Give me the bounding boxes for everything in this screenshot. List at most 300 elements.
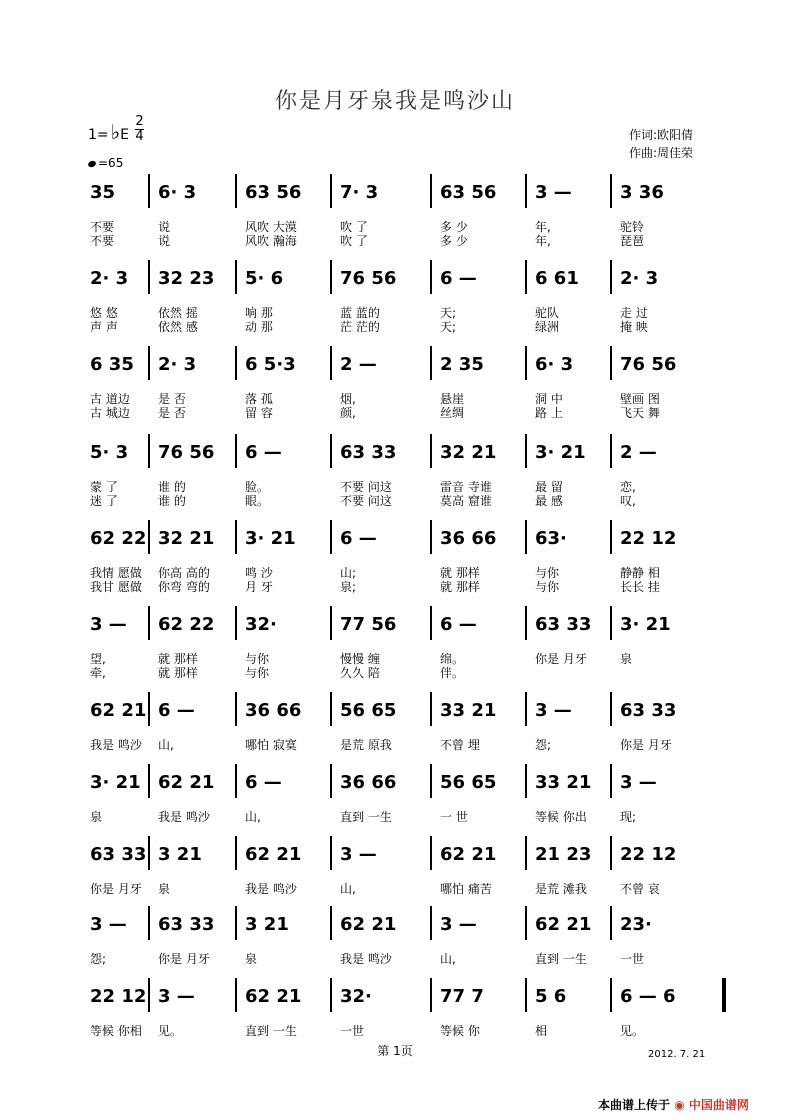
barline <box>525 520 527 554</box>
lyric-text: 直到 一生 <box>340 810 392 824</box>
lyric-text: 与你 <box>245 666 270 680</box>
barline <box>525 836 527 870</box>
lyric-text: 久久 陪 <box>340 666 380 680</box>
barline <box>430 260 432 294</box>
measure: 23· <box>620 913 652 935</box>
measure: 3 — <box>535 699 572 721</box>
barline <box>148 906 150 940</box>
lyric-text: 丝绸 <box>440 406 465 420</box>
measure: 3 — <box>620 771 657 793</box>
barline <box>235 520 237 554</box>
notes-row <box>84 604 726 644</box>
barline <box>148 174 150 208</box>
song-title: 你是月牙泉我是鸣沙山 <box>274 89 515 114</box>
lyric-text: 洞 中 <box>535 392 563 406</box>
lyric-text: 山, <box>440 952 456 966</box>
lyric-text: 不要 问这 <box>340 480 392 494</box>
measure: 2· 3 <box>158 353 197 375</box>
barline <box>610 906 612 940</box>
measure: 56 65 <box>340 699 397 721</box>
barline <box>148 260 150 294</box>
score-system <box>84 904 726 974</box>
barline <box>330 434 332 468</box>
lyric-text: 驼队 <box>535 306 560 320</box>
measure: 21 23 <box>535 843 592 865</box>
barline <box>525 174 527 208</box>
lyric-text: 不要 <box>90 234 115 248</box>
lyric-text: 飞天 舞 <box>620 406 660 420</box>
lyric-text: 一世 <box>340 1024 365 1038</box>
measure: 32 21 <box>158 527 215 549</box>
measure: 6 5·3 <box>245 353 296 375</box>
barline <box>430 520 432 554</box>
measure: 6· 3 <box>158 181 197 203</box>
lyric-text: 古 道边 <box>90 392 130 406</box>
barline <box>610 692 612 726</box>
barline <box>330 346 332 380</box>
lyric-text: 你是 月牙 <box>90 882 142 896</box>
score-system <box>84 690 726 760</box>
lyric-text: 现; <box>620 810 637 824</box>
barline <box>430 346 432 380</box>
measure: 63 33 <box>340 441 397 463</box>
lyric-text: 响 那 <box>245 306 273 320</box>
measure: 3 36 <box>620 181 664 203</box>
lyric-text: 天; <box>440 320 457 334</box>
measure: 36 66 <box>340 771 397 793</box>
measure: 76 56 <box>158 441 215 463</box>
lyric-text: 泉 <box>158 882 171 896</box>
barline <box>430 836 432 870</box>
notes-row <box>84 904 726 944</box>
score-system <box>84 172 726 248</box>
barline <box>148 692 150 726</box>
measure: 77 7 <box>440 985 484 1007</box>
measure: 63 56 <box>440 181 497 203</box>
measure: 22 12 <box>620 843 677 865</box>
lyric-text: 颜, <box>340 406 356 420</box>
lyric-text: 见。 <box>620 1024 645 1038</box>
lyric-text: 蒙 了 <box>90 480 118 494</box>
lyric-text: 迷 了 <box>90 494 118 508</box>
lyric-text: 掩 映 <box>620 320 648 334</box>
measure: 22 12 <box>620 527 677 549</box>
lyric-text: 哪怕 痛苦 <box>440 882 492 896</box>
measure: 3 — <box>340 843 377 865</box>
notes-row <box>84 172 726 212</box>
barline <box>430 606 432 640</box>
lyric-text: 我是 鸣沙 <box>90 738 142 752</box>
barline <box>148 978 150 1012</box>
barline <box>430 174 432 208</box>
barline <box>525 434 527 468</box>
score-system <box>84 762 726 832</box>
barline <box>525 978 527 1012</box>
lyric-text: 依然 摇 <box>158 306 198 320</box>
lyric-text: 是荒 原我 <box>340 738 392 752</box>
lyric-text: 慢慢 缠 <box>340 652 380 666</box>
barline <box>148 434 150 468</box>
barline <box>330 520 332 554</box>
barline <box>235 692 237 726</box>
measure: 3 — <box>158 985 195 1007</box>
lyric-text: 年, <box>535 234 551 248</box>
score-system <box>84 976 726 1046</box>
logo-icon: ◉ <box>674 1098 685 1112</box>
key-tonic: E <box>120 127 129 143</box>
measure: 22 12 <box>90 985 147 1007</box>
notes-row <box>84 344 726 384</box>
barline <box>235 346 237 380</box>
measure: 3· 21 <box>245 527 296 549</box>
lyric-text: 与你 <box>535 566 560 580</box>
lyric-text: 脸。 <box>245 480 270 494</box>
lyric-text: 我是 鸣沙 <box>245 882 297 896</box>
barline <box>430 692 432 726</box>
lyric-text: 哪怕 寂寞 <box>245 738 297 752</box>
notes-row <box>84 690 726 730</box>
score-system <box>84 834 726 904</box>
lyric-text: 恋, <box>620 480 636 494</box>
notes-row <box>84 834 726 874</box>
credits <box>629 126 693 162</box>
lyric-text: 不要 <box>90 220 115 234</box>
lyricist: 作词:欧阳倩 <box>629 128 694 142</box>
barline <box>610 174 612 208</box>
lyric-text: 驼铃 <box>620 220 645 234</box>
measure: 62 21 <box>245 985 302 1007</box>
barline <box>330 978 332 1012</box>
lyric-text: 路 上 <box>535 406 563 420</box>
time-denominator: 4 <box>135 128 144 144</box>
lyric-text: 与你 <box>535 580 560 594</box>
lyric-text: 你是 月牙 <box>158 952 210 966</box>
barline <box>610 764 612 798</box>
measure: 76 56 <box>620 353 677 375</box>
measure: 6 — <box>245 771 282 793</box>
lyric-text: 直到 一生 <box>535 952 587 966</box>
barline <box>235 260 237 294</box>
final-barline <box>722 978 726 1012</box>
barline <box>235 434 237 468</box>
lyric-text: 悠 悠 <box>90 306 118 320</box>
score-system <box>84 344 726 420</box>
notes-row <box>84 258 726 298</box>
lyric-text: 落 孤 <box>245 392 273 406</box>
lyric-text: 怨; <box>535 738 552 752</box>
lyric-text: 说 <box>158 234 171 248</box>
lyric-text: 怨; <box>90 952 107 966</box>
lyric-text: 眼。 <box>245 494 270 508</box>
tempo-value: =65 <box>98 156 124 170</box>
barline <box>610 434 612 468</box>
lyric-text: 月 牙 <box>245 580 273 594</box>
measure: 2· 3 <box>620 267 659 289</box>
barline <box>525 906 527 940</box>
barline <box>610 520 612 554</box>
barline <box>148 836 150 870</box>
notes-row <box>84 518 726 558</box>
time-numerator: 2 <box>135 113 144 129</box>
measure: 33 21 <box>440 699 497 721</box>
lyric-text: 留 容 <box>245 406 273 420</box>
measure: 3 21 <box>245 913 289 935</box>
lyric-text: 泉; <box>340 580 357 594</box>
measure: 62 21 <box>245 843 302 865</box>
lyric-text: 静静 相 <box>620 566 660 580</box>
measure: 36 66 <box>245 699 302 721</box>
measure: 3 21 <box>158 843 202 865</box>
measure: 6 — 6 <box>620 985 676 1007</box>
lyric-text: 我是 鸣沙 <box>340 952 392 966</box>
measure: 56 65 <box>440 771 497 793</box>
measure: 3 — <box>90 913 127 935</box>
barline <box>525 692 527 726</box>
lyric-text: 古 城边 <box>90 406 130 420</box>
upload-label: 本曲谱上传于 <box>598 1098 671 1112</box>
measure: 35 <box>90 181 116 203</box>
lyric-text: 烟, <box>340 392 356 406</box>
lyric-text: 谁 的 <box>158 480 186 494</box>
lyric-text: 你是 月牙 <box>620 738 672 752</box>
barline <box>610 606 612 640</box>
measure: 62 21 <box>340 913 397 935</box>
measure: 6 — <box>340 527 377 549</box>
lyric-text: 吹 了 <box>340 220 368 234</box>
lyric-text: 等候 你相 <box>90 1024 142 1038</box>
lyric-text: 多 少 <box>440 220 468 234</box>
measure: 3 — <box>440 913 477 935</box>
measure: 62 22 <box>90 527 147 549</box>
barline <box>525 764 527 798</box>
lyric-text: 不要 问这 <box>340 494 392 508</box>
lyric-text: 见。 <box>158 1024 183 1038</box>
measure: 3· 21 <box>535 441 586 463</box>
barline <box>525 260 527 294</box>
lyric-text: 长长 挂 <box>620 580 660 594</box>
barline <box>235 836 237 870</box>
key-prefix: 1= <box>88 127 109 143</box>
lyric-text: 动 那 <box>245 320 273 334</box>
lyric-text: 一世 <box>620 952 645 966</box>
page-number: 第 1页 <box>377 1044 413 1058</box>
lyric-text: 泉 <box>90 810 103 824</box>
lyric-text: 我甘 愿做 <box>90 580 142 594</box>
barline <box>610 346 612 380</box>
barline <box>610 978 612 1012</box>
lyric-text: 山, <box>158 738 174 752</box>
measure: 33 21 <box>535 771 592 793</box>
score-system <box>84 604 726 680</box>
measure: 5· 6 <box>245 267 284 289</box>
lyric-text: 山; <box>340 566 357 580</box>
barline <box>525 606 527 640</box>
barline <box>235 174 237 208</box>
measure: 6 — <box>245 441 282 463</box>
barline <box>148 346 150 380</box>
barline <box>430 978 432 1012</box>
barline <box>610 260 612 294</box>
lyric-text: 说 <box>158 220 171 234</box>
lyric-text: 叹, <box>620 494 636 508</box>
lyric-text: 相 <box>535 1024 548 1038</box>
lyric-text: 莫高 窟谁 <box>440 494 492 508</box>
lyric-text: 蓝 蓝的 <box>340 306 380 320</box>
measure: 3· 21 <box>90 771 141 793</box>
site-name: 中国曲谱网 <box>688 1098 749 1112</box>
measure: 32 23 <box>158 267 215 289</box>
lyric-text: 泉 <box>620 652 633 666</box>
barline <box>148 606 150 640</box>
lyric-text: 山, <box>340 882 356 896</box>
score-system <box>84 518 726 594</box>
lyric-text: 鸣 沙 <box>245 566 273 580</box>
measure: 62 21 <box>90 699 147 721</box>
flat-icon: ♭ <box>110 120 121 144</box>
lyric-text: 你是 月牙 <box>535 652 587 666</box>
date: 2012. 7. 21 <box>648 1049 706 1060</box>
barline <box>430 434 432 468</box>
notes-row <box>84 762 726 802</box>
lyric-text: 等候 你 <box>440 1024 480 1038</box>
measure: 62 21 <box>158 771 215 793</box>
measure: 3 — <box>90 613 127 635</box>
barline <box>235 978 237 1012</box>
barline <box>235 764 237 798</box>
lyric-text: 谁 的 <box>158 494 186 508</box>
lyric-text: 壁画 图 <box>620 392 660 406</box>
measure: 32 21 <box>440 441 497 463</box>
lyric-text: 年, <box>535 220 551 234</box>
lyric-text: 泉 <box>245 952 258 966</box>
key-signature <box>88 113 144 150</box>
measure: 63 33 <box>535 613 592 635</box>
measure: 32· <box>245 613 277 635</box>
lyric-text: 就 那样 <box>440 580 480 594</box>
lyric-text: 你高 高的 <box>158 566 210 580</box>
lyric-text: 直到 一生 <box>245 1024 297 1038</box>
score-system <box>84 432 726 508</box>
lyric-text: 等候 你出 <box>535 810 587 824</box>
measure: 77 56 <box>340 613 397 635</box>
lyric-text: 不曾 哀 <box>620 882 660 896</box>
measure: 63 33 <box>158 913 215 935</box>
lyric-text: 绿洲 <box>535 320 560 334</box>
lyric-text: 伴。 <box>440 666 465 680</box>
lyric-text: 与你 <box>245 652 270 666</box>
measure: 62 22 <box>158 613 215 635</box>
time-signature <box>135 115 143 144</box>
barline <box>148 764 150 798</box>
measure: 6 — <box>440 267 477 289</box>
measure: 76 56 <box>340 267 397 289</box>
lyric-text: 琵琶 <box>620 234 645 248</box>
notes-row <box>84 432 726 472</box>
lyric-text: 最 感 <box>535 494 563 508</box>
lyric-text: 就 那样 <box>440 566 480 580</box>
lyric-text: 多 少 <box>440 234 468 248</box>
measure: 63 33 <box>90 843 147 865</box>
lyric-text: 是 否 <box>158 406 186 420</box>
lyric-text: 最 留 <box>535 480 563 494</box>
measure: 63· <box>535 527 567 549</box>
score-system <box>84 258 726 334</box>
lyric-text: 风吹 瀚海 <box>245 234 297 248</box>
barline <box>330 692 332 726</box>
lyric-text: 我是 鸣沙 <box>158 810 210 824</box>
notes-row <box>84 976 726 1016</box>
lyric-text: 山, <box>245 810 261 824</box>
barline <box>330 906 332 940</box>
measure: 6 61 <box>535 267 579 289</box>
barline <box>610 836 612 870</box>
measure: 6 — <box>158 699 195 721</box>
measure: 63 56 <box>245 181 302 203</box>
measure: 2 — <box>340 353 377 375</box>
measure: 6 35 <box>90 353 134 375</box>
site-brand <box>598 1096 749 1113</box>
barline <box>330 260 332 294</box>
lyric-text: 绵。 <box>440 652 465 666</box>
measure: 2 — <box>620 441 657 463</box>
quarter-note-icon <box>87 160 97 168</box>
lyric-text: 是荒 滩我 <box>535 882 587 896</box>
barline <box>330 764 332 798</box>
measure: 62 21 <box>440 843 497 865</box>
tempo-mark <box>88 156 123 170</box>
barline <box>525 346 527 380</box>
lyric-text: 我情 愿做 <box>90 566 142 580</box>
measure: 32· <box>340 985 372 1007</box>
lyric-text: 就 那样 <box>158 666 198 680</box>
measure: 2 35 <box>440 353 484 375</box>
barline <box>330 836 332 870</box>
lyric-text: 你弯 弯的 <box>158 580 210 594</box>
lyric-text: 风吹 大漠 <box>245 220 297 234</box>
measure: 5 6 <box>535 985 567 1007</box>
lyric-text: 走 过 <box>620 306 648 320</box>
lyric-text: 不曾 埋 <box>440 738 480 752</box>
lyric-text: 茫 茫的 <box>340 320 380 334</box>
barline <box>235 906 237 940</box>
lyric-text: 依然 感 <box>158 320 198 334</box>
lyric-text: 是 否 <box>158 392 186 406</box>
lyric-text: 一 世 <box>440 810 468 824</box>
lyric-text: 吹 了 <box>340 234 368 248</box>
composer: 作曲:周佳荣 <box>629 146 694 160</box>
lyric-text: 就 那样 <box>158 652 198 666</box>
lyric-text: 牵, <box>90 666 106 680</box>
measure: 3 — <box>535 181 572 203</box>
barline <box>330 174 332 208</box>
lyric-text: 望, <box>90 652 106 666</box>
lyric-text: 声 声 <box>90 320 118 334</box>
lyric-text: 雷音 寺谁 <box>440 480 492 494</box>
measure: 36 66 <box>440 527 497 549</box>
measure: 7· 3 <box>340 181 379 203</box>
measure: 6· 3 <box>535 353 574 375</box>
barline <box>148 520 150 554</box>
lyric-text: 悬崖 <box>440 392 465 406</box>
measure: 2· 3 <box>90 267 129 289</box>
barline <box>430 906 432 940</box>
measure: 62 21 <box>535 913 592 935</box>
barline <box>430 764 432 798</box>
measure: 3· 21 <box>620 613 671 635</box>
lyric-text: 天; <box>440 306 457 320</box>
barline <box>235 606 237 640</box>
measure: 6 — <box>440 613 477 635</box>
